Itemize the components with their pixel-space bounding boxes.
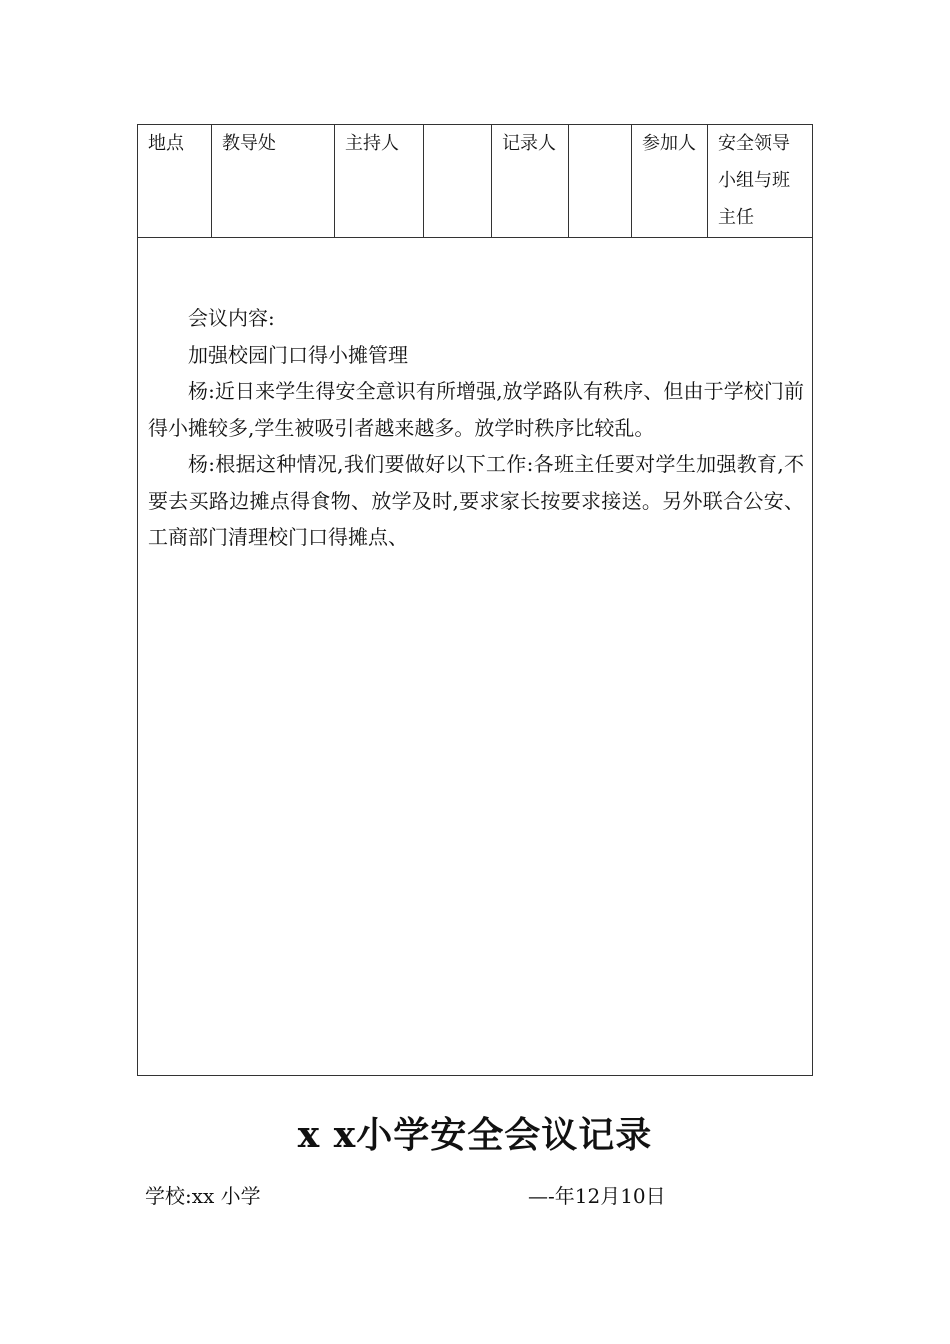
meeting-date: —-年12月10日 <box>528 1184 666 1208</box>
content-paragraph-2: 杨:根据这种情况,我们要做好以下工作:各班主任要对学生加强教育,不要去买路边摊点得食物、放学及时,要求家长按要求接送。另外联合公安、工商部门清理校门口得摊点、 <box>148 452 804 549</box>
recorder-label: 记录人 <box>492 125 569 237</box>
content-paragraph-1: 杨:近日来学生得安全意识有所增强,放学路队有秩序、但由于学校门前得小摊较多,学生被吸引者越来越多。放学时秩序比较乱。 <box>148 379 804 440</box>
location-label: 地点 <box>138 125 212 237</box>
school-name: 学校:xx 小学 <box>145 1184 261 1208</box>
participants-value: 安全领导小组与班主任 <box>718 133 790 228</box>
meeting-content <box>148 300 804 556</box>
location-value: 教导处 <box>212 125 335 237</box>
page-title: x x小学安全会议记录 <box>297 1114 653 1156</box>
participants-label: 参加人 <box>632 125 708 237</box>
table-header-row <box>138 125 812 238</box>
host-label: 主持人 <box>335 125 424 237</box>
host-value <box>424 125 492 237</box>
meeting-record-table <box>137 124 813 1076</box>
content-topic: 加强校园门口得小摊管理 <box>188 342 408 367</box>
recorder-value <box>569 125 632 237</box>
content-heading: 会议内容: <box>188 306 275 330</box>
